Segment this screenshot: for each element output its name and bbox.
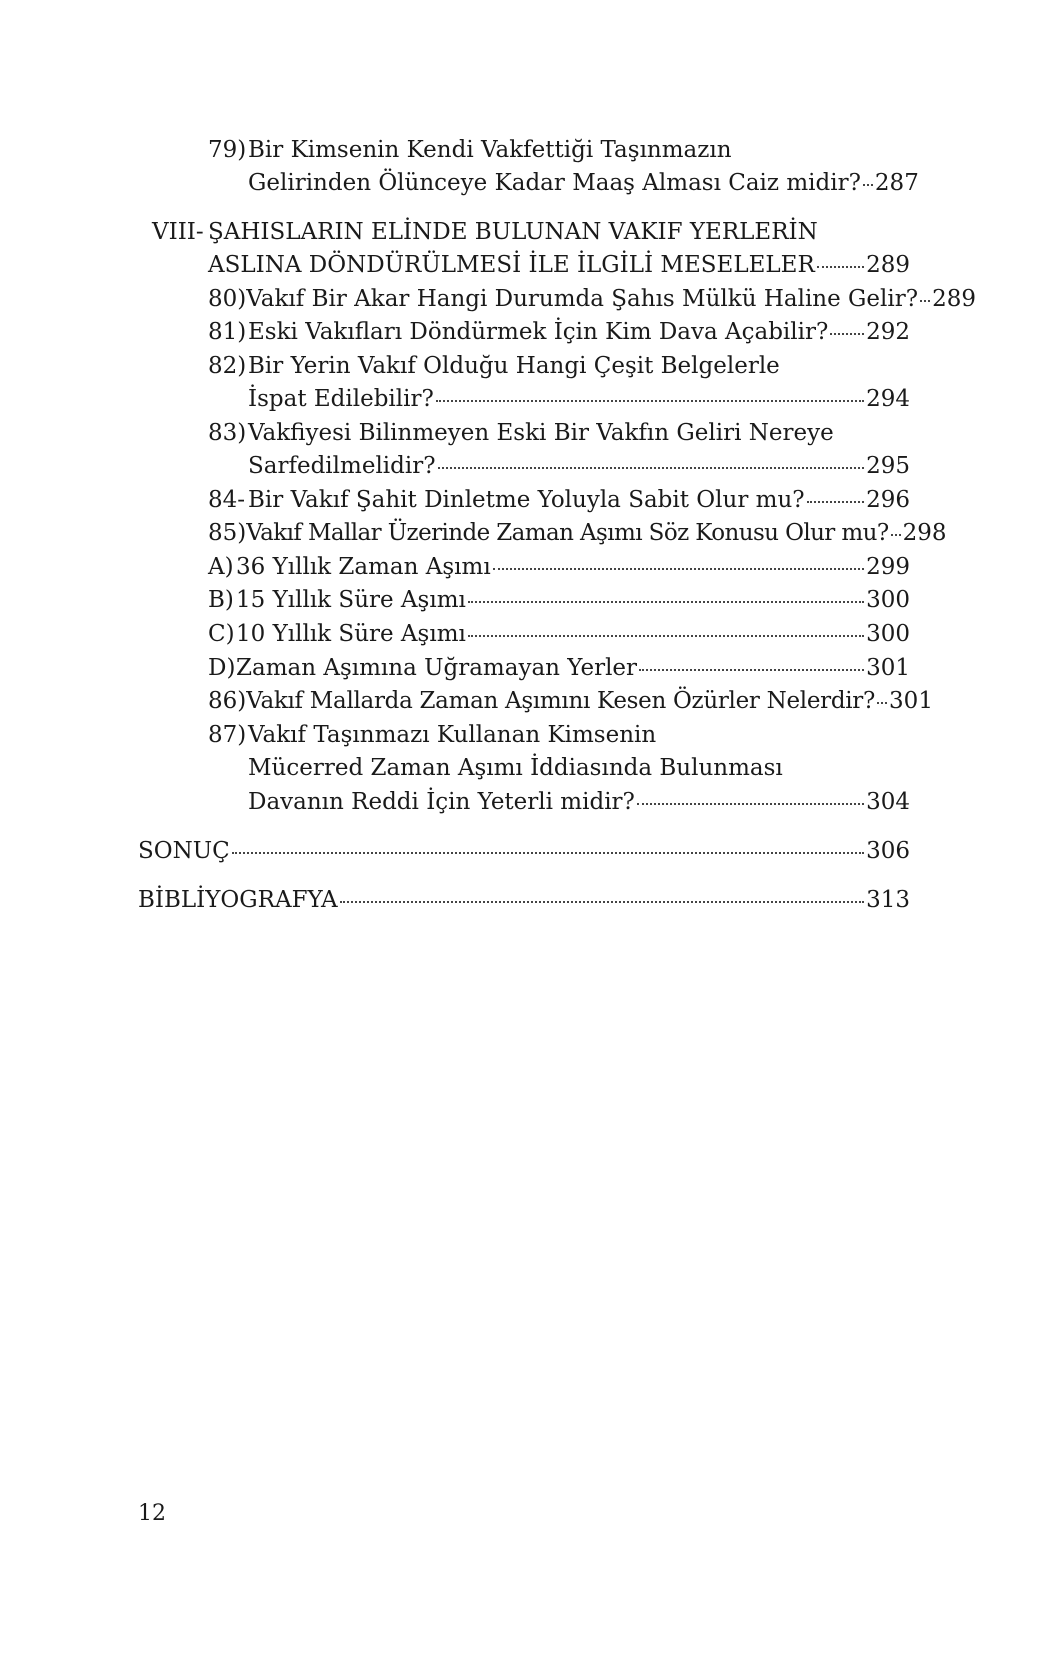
dot-leader: [493, 568, 864, 570]
toc-line: [152, 218, 818, 246]
toc-line: [208, 721, 656, 749]
toc-title: Mücerred Zaman Aşımı İddiasında Bulunması: [248, 755, 783, 781]
toc-number: VIII-: [152, 219, 204, 245]
toc-page-number: 289: [866, 252, 910, 278]
toc-page-number: 299: [866, 554, 910, 580]
toc-page-number: 301: [866, 655, 910, 681]
toc-number: 84-: [208, 487, 246, 513]
toc-number: D): [208, 655, 236, 681]
toc-page-number: 313: [866, 887, 910, 913]
toc-title: ŞAHISLARIN ELİNDE BULUNAN VAKIF YERLERİN: [208, 219, 818, 245]
toc-line: [208, 251, 910, 279]
page-number: 12: [138, 1501, 166, 1526]
toc-line: [138, 837, 910, 865]
dot-leader: [830, 333, 864, 335]
toc-number: B): [208, 587, 234, 613]
toc-page-number: 298: [902, 520, 947, 546]
toc-number: 85): [208, 520, 247, 546]
dot-leader: [891, 534, 901, 536]
toc-page-number: 300: [866, 621, 910, 647]
toc-page-number: 300: [866, 587, 910, 613]
toc-line: [138, 886, 910, 914]
toc-line: [208, 586, 910, 614]
toc-line: [248, 385, 910, 413]
toc-title: Vakıf Bir Akar Hangi Durumda Şahıs Mülkü Haline Gelir?: [246, 286, 919, 312]
toc-line: [208, 620, 910, 648]
toc-title: ASLINA DÖNDÜRÜLMESİ İLE İLGİLİ MESELELER: [208, 252, 815, 278]
dot-leader: [436, 400, 864, 402]
toc-number: C): [208, 621, 235, 647]
dot-leader: [468, 635, 864, 637]
toc-number: 83): [208, 420, 247, 446]
toc-number: 87): [208, 722, 247, 748]
toc-line: [208, 419, 834, 447]
dot-leader: [468, 601, 864, 603]
dot-leader: [863, 184, 873, 186]
toc-line: [208, 285, 976, 313]
toc-page-number: 301: [889, 688, 933, 714]
toc-number: 80): [208, 286, 247, 312]
toc-line: [248, 754, 783, 782]
toc-title: Vakıf Mallar Üzerinde Zaman Aşımı Söz Konusu Olur mu?: [246, 520, 889, 546]
dot-leader: [639, 669, 864, 671]
toc-page-number: 289: [932, 286, 976, 312]
toc-line: [208, 687, 933, 715]
toc-page-number: 295: [866, 453, 910, 479]
dot-leader: [807, 501, 865, 503]
toc-page-number: 304: [866, 789, 910, 815]
toc-page-number: 296: [866, 487, 910, 513]
dot-leader: [817, 266, 864, 268]
toc-line: [248, 788, 910, 816]
toc-title: SONUÇ: [138, 838, 230, 864]
toc-page-number: 306: [866, 838, 910, 864]
dot-leader: [232, 852, 864, 854]
toc-page-number: 294: [866, 386, 910, 412]
toc-title: 10 Yıllık Süre Aşımı: [236, 621, 466, 647]
toc-number: 81): [208, 319, 247, 345]
dot-leader: [438, 467, 865, 469]
toc-line: [208, 352, 780, 380]
toc-line: [208, 654, 910, 682]
toc-line: [208, 553, 910, 581]
toc-line: [248, 452, 910, 480]
toc-title: Vakıf Taşınmazı Kullanan Kimsenin: [248, 722, 657, 748]
toc-title: Davanın Reddi İçin Yeterli midir?: [248, 789, 635, 815]
dot-leader: [637, 803, 864, 805]
toc-title: Gelirinden Ölünceye Kadar Maaş Alması Caiz midir?: [248, 170, 861, 196]
toc-number: 82): [208, 353, 247, 379]
toc-line: [208, 519, 947, 547]
toc-title: Sarfedilmelidir?: [248, 453, 436, 479]
toc-title: Bir Kimsenin Kendi Vakfettiği Taşınmazın: [248, 137, 732, 163]
toc-title: 36 Yıllık Zaman Aşımı: [236, 554, 491, 580]
toc-line: [208, 486, 910, 514]
toc-title: Bir Vakıf Şahit Dinletme Yoluyla Sabit Olur mu?: [248, 487, 805, 513]
toc-number: 79): [208, 137, 247, 163]
dot-leader: [920, 300, 930, 302]
toc-number: 86): [208, 688, 247, 714]
toc-title: Eski Vakıfları Döndürmek İçin Kim Dava Açabilir?: [248, 319, 829, 345]
toc-title: Vakıf Mallarda Zaman Aşımını Kesen Özürler Nelerdir?: [246, 688, 876, 714]
dot-leader: [877, 702, 887, 704]
toc-title: 15 Yıllık Süre Aşımı: [236, 587, 466, 613]
toc-line: [248, 169, 919, 197]
toc-title: Zaman Aşımına Uğramayan Yerler: [236, 655, 638, 681]
toc-title: Vakfiyesi Bilinmeyen Eski Bir Vakfın Geliri Nereye: [248, 420, 834, 446]
toc-line: [208, 136, 732, 164]
toc-title: Bir Yerin Vakıf Olduğu Hangi Çeşit Belgelerle: [248, 353, 780, 379]
dot-leader: [340, 901, 865, 903]
toc-title: BİBLİYOGRAFYA: [138, 887, 338, 913]
toc-line: [208, 318, 910, 346]
toc-page-number: 292: [866, 319, 910, 345]
toc-title: İspat Edilebilir?: [248, 386, 434, 412]
toc-number: A): [208, 554, 234, 580]
toc-page-number: 287: [874, 170, 919, 196]
